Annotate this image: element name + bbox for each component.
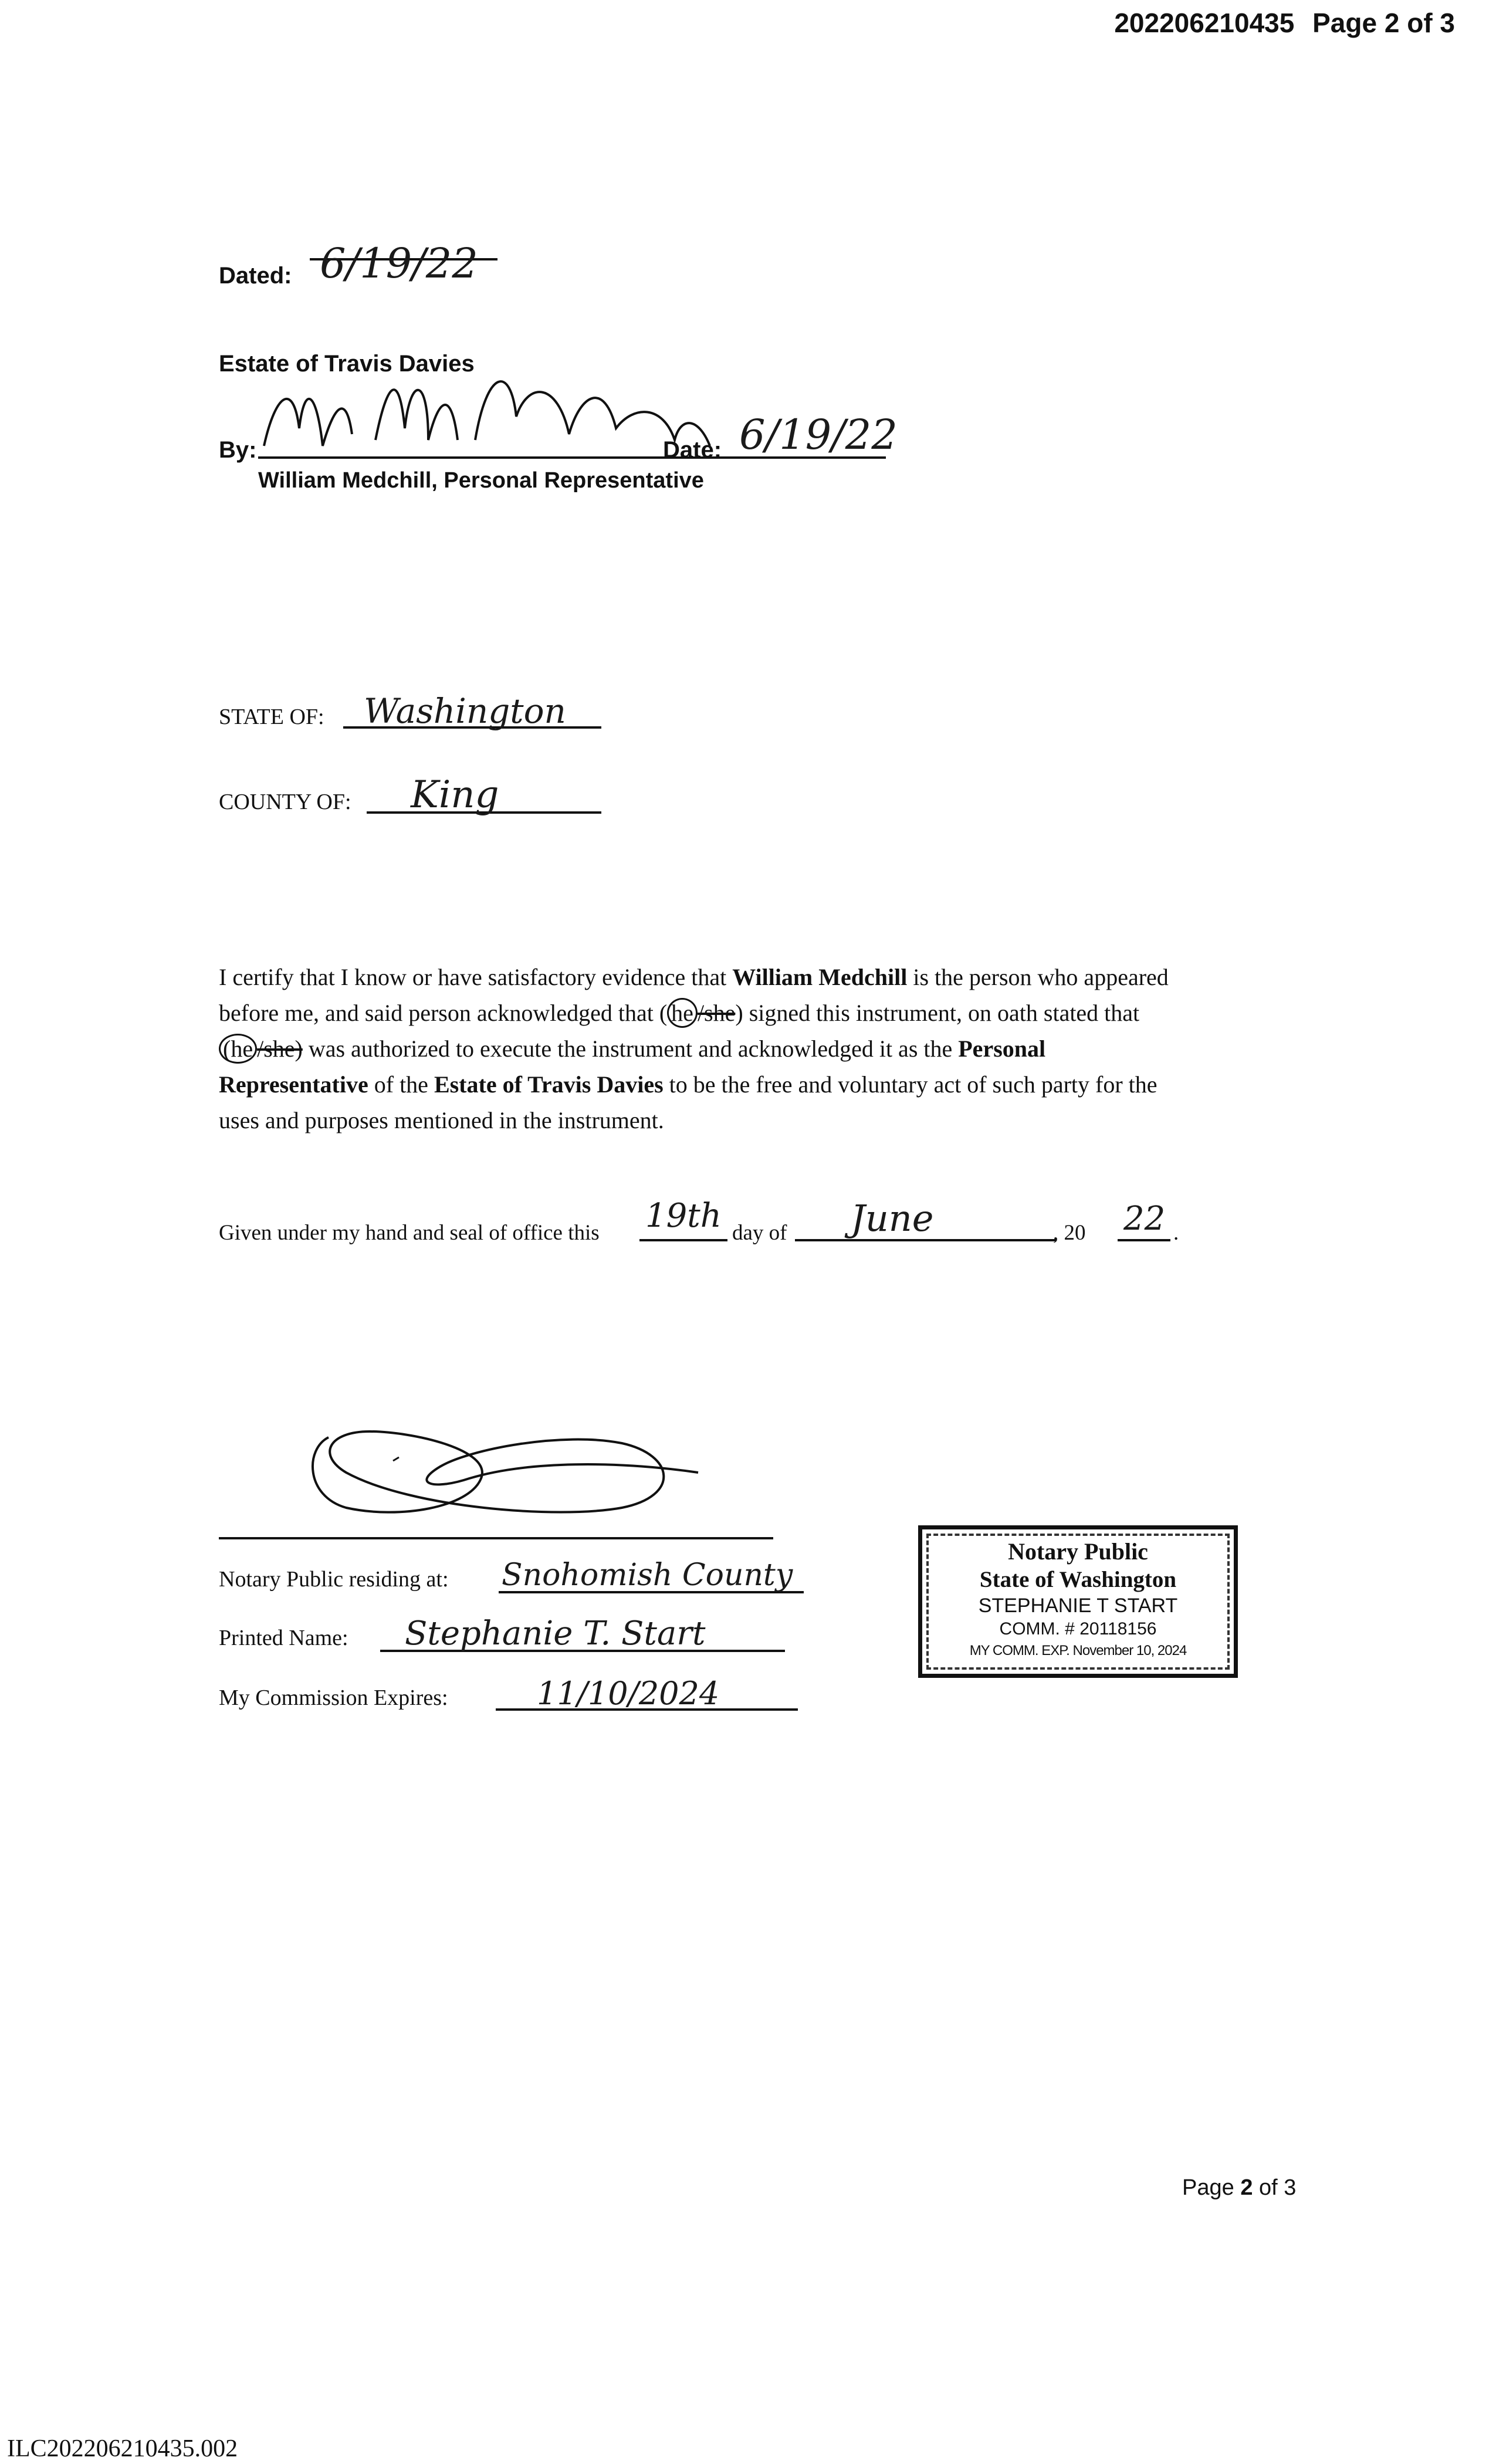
certification-paragraph	[219, 959, 1304, 1138]
signature-date-value: 6/19/22	[739, 411, 898, 459]
dated-label: Dated:	[219, 263, 292, 289]
given-year-underline	[1118, 1239, 1170, 1241]
signer-name: William Medchill, Personal Representative	[258, 468, 704, 493]
county-value: King	[411, 773, 499, 817]
document-header	[1114, 7, 1455, 39]
notary-printed-label: Printed Name:	[219, 1626, 348, 1650]
cert-line-3: (he /she) was authorized to execute the instrument and acknowledged it as the Personal	[219, 1031, 1304, 1067]
notary-seal-stamp	[918, 1525, 1238, 1678]
cert-line-1: I certify that I know or have satisfactory evidence that William Medchill is the person who appeared	[219, 964, 1169, 990]
dated-value: 6/19/22	[320, 239, 478, 287]
notary-signature	[293, 1408, 739, 1549]
stamp-line-3: STEPHANIE T START	[978, 1595, 1178, 1617]
cert-line-5: uses and purposes mentioned in the instrument.	[219, 1107, 664, 1133]
by-label: By:	[219, 437, 257, 463]
pronoun-she-struck-2: /she)	[257, 1035, 303, 1062]
given-year-prefix: , 20	[1053, 1221, 1086, 1245]
state-value: Washington	[364, 691, 566, 731]
given-day-underline	[639, 1239, 727, 1241]
header-page-label: Page 2 of 3	[1312, 8, 1455, 38]
given-day-of: day of	[732, 1221, 787, 1245]
given-prefix: Given under my hand and seal of office this	[219, 1221, 600, 1245]
pronoun-he-circled-2: (he	[219, 1034, 257, 1064]
notary-residing-label: Notary Public residing at:	[219, 1567, 449, 1592]
estate-title: Estate of Travis Davies	[219, 351, 475, 377]
stamp-line-4: COMM. # 20118156	[999, 1619, 1157, 1639]
notary-expires-value: 11/10/2024	[537, 1675, 720, 1712]
notary-expires-label: My Commission Expires:	[219, 1685, 448, 1710]
state-label: STATE OF:	[219, 705, 324, 729]
cert-line-4: Representative of the Estate of Travis Davies to be the free and voluntary act of such party for the	[219, 1071, 1157, 1098]
stamp-line-5: MY COMM. EXP. November 10, 2024	[969, 1643, 1187, 1659]
notary-signature-line	[219, 1537, 773, 1539]
pronoun-he-circled: he	[667, 998, 698, 1028]
recording-stamp-id: ILC202206210435.002	[7, 2435, 238, 2462]
stamp-line-1: Notary Public	[1008, 1538, 1148, 1565]
document-id: 202206210435	[1114, 8, 1295, 38]
footer-page-number: Page 2 of 3	[1182, 2175, 1297, 2200]
cert-line-2: before me, and said person acknowledged that ( he /she) signed this instrument, on oath stated that	[219, 995, 1304, 1031]
date-label: Date:	[663, 437, 722, 463]
county-label: COUNTY OF:	[219, 790, 351, 814]
cert-estate-name: Estate of Travis Davies	[434, 1071, 664, 1098]
notary-printed-value: Stephanie T. Start	[405, 1615, 706, 1653]
stamp-line-2: State of Washington	[979, 1567, 1177, 1592]
given-year-value: 22	[1123, 1200, 1166, 1238]
pronoun-she-struck: /she	[697, 1000, 736, 1026]
cert-person-name: William Medchill	[732, 964, 908, 990]
given-day-value: 19th	[645, 1197, 722, 1235]
given-end: .	[1173, 1221, 1179, 1245]
given-month-value: June	[851, 1197, 934, 1240]
signature-william-medchill	[252, 358, 810, 469]
notary-residing-value: Snohomish County	[502, 1558, 793, 1593]
